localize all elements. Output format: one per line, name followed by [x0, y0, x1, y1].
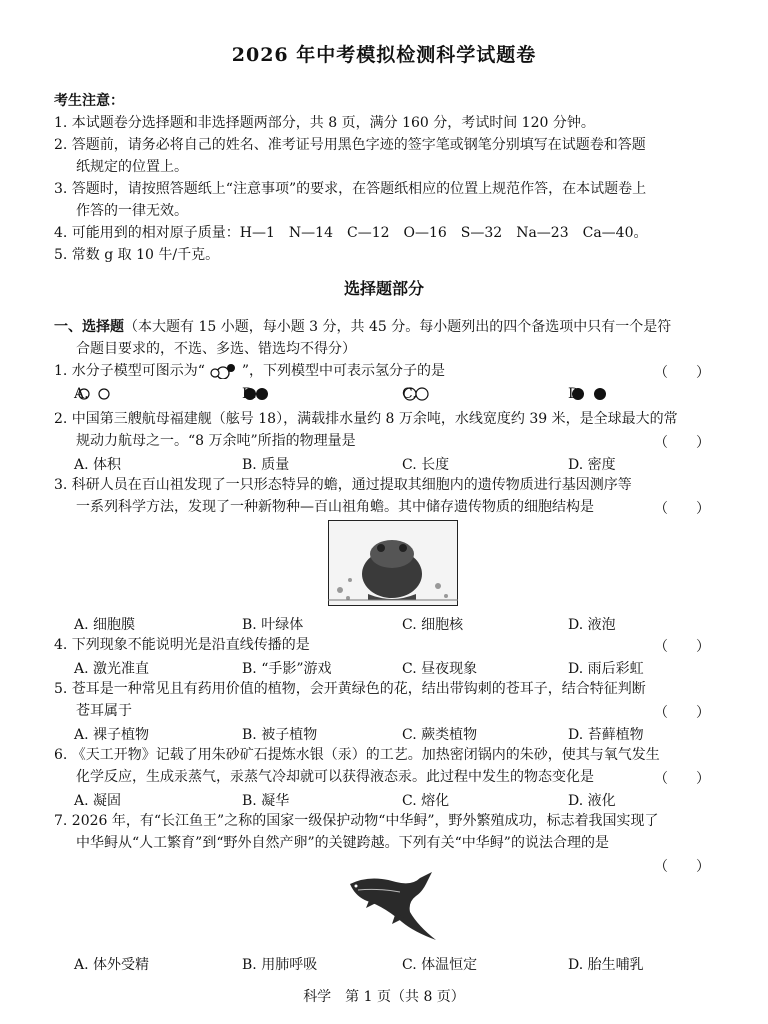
q1-options — [74, 386, 714, 404]
q7-options — [74, 954, 714, 972]
notice-item-5: 5. 常数 g 取 10 牛/千克。 — [54, 247, 220, 263]
toad-photo — [328, 520, 458, 606]
page-footer: 科学 第 1 页（共 8 页） — [303, 989, 465, 1005]
q1-text-b: ”，下列模型中可表示氢分子的是 — [241, 363, 446, 379]
part-intro-line-2: 合题目要求的，不选、多选、错选均不得分） — [76, 341, 356, 357]
q5-line-1: 5. 苍耳是一种常见且有药用价值的植物，会开黄绿色的花，结出带钩刺的苍耳子，结合特征判断 — [54, 681, 646, 697]
q4-option-d[interactable]: D. 雨后彩虹 — [568, 661, 644, 677]
q2-line-2: 规动力航母之一。“8 万余吨”所指的物理量是 — [76, 433, 356, 449]
q3-option-d[interactable]: D. 液泡 — [568, 617, 616, 633]
q6-line-1: 6. 《天工开物》记载了用朱砂矿石提炼水银（汞）的工艺。加热密闭锅内的朱砂，使其与氧气发生 — [54, 747, 660, 763]
q1-option-c[interactable] — [402, 386, 432, 402]
exam-title: 2026 年中考模拟检测科学试题卷 — [231, 44, 537, 66]
q6-option-c[interactable]: C. 熔化 — [402, 793, 450, 809]
q1-answer-paren: （ ） — [654, 365, 710, 381]
q6-options — [74, 790, 714, 808]
q6-option-b[interactable]: B. 凝华 — [242, 793, 290, 809]
q3-line-1: 3. 科研人员在百山祖发现了一只形态特异的蟾，通过提取其细胞内的遗传物质进行基因测序等 — [54, 477, 632, 493]
water-molecule-icon — [209, 363, 237, 379]
q1-option-c-label: C. — [402, 386, 417, 402]
q6-option-d[interactable]: D. 液化 — [568, 793, 616, 809]
q5-option-b[interactable]: B. 被子植物 — [242, 727, 318, 743]
q1-option-a-label: A. — [74, 386, 89, 402]
q3-line-2: 一系列科学方法，发现了一种新物种—百山祖角蟾。其中储存遗传物质的细胞结构是 — [76, 499, 594, 515]
q1-text-a: 1. 水分子模型可图示为“ — [54, 363, 205, 379]
q7-answer-paren: （ ） — [654, 859, 710, 875]
q7-line-2: 中华鲟从“人工繁育”到“野外自然产卵”的关键跨越。下列有关“中华鲟”的说法合理的是 — [76, 835, 609, 851]
q4-answer-paren: （ ） — [654, 639, 710, 655]
q3-options — [74, 614, 714, 632]
q7-line-1: 7. 2026 年，有“长江鱼王”之称的国家一级保护动物“中华鲟”，野外繁殖成功，标志着我国实现了 — [54, 813, 659, 829]
notice-item-3: 3. 答题时，请按照答题纸上“注意事项”的要求，在答题纸相应的位置上规范作答，在本试题卷上 — [54, 181, 647, 197]
notice-item-2-cont: 纸规定的位置上。 — [76, 159, 188, 175]
q2-options — [74, 454, 714, 472]
q4-option-b[interactable]: B. “手影”游戏 — [242, 661, 332, 677]
notice-heading: 考生注意： — [54, 93, 124, 109]
q5-option-d[interactable]: D. 苔藓植物 — [568, 727, 644, 743]
q2-line-1: 2. 中国第三艘航母福建舰（舷号 18），满载排水量约 8 万余吨，水线宽度约 39 米，是全球最大的常 — [54, 411, 678, 427]
part-intro-line-1 — [54, 318, 722, 336]
notice-item-4: 4. 可能用到的相对原子质量：H—1 N—14 C—12 O—16 S—32 Na—23 Ca—40。 — [54, 225, 648, 241]
q4-options — [74, 658, 714, 676]
notice-item-1: 1. 本试题卷分选择题和非选择题两部分，共 8 页，满分 160 分，考试时间 120 分钟。 — [54, 115, 595, 131]
q1-option-d[interactable] — [568, 386, 612, 402]
q4-line-1: 4. 下列现象不能说明光是沿直线传播的是 — [54, 637, 310, 653]
section-title: 选择题部分 — [343, 279, 424, 298]
q7-option-a[interactable]: A. 体外受精 — [74, 957, 150, 973]
q2-option-a[interactable]: A. 体积 — [74, 457, 122, 473]
q3-option-b[interactable]: B. 叶绿体 — [242, 617, 304, 633]
notice-item-2: 2. 答题前，请务必将自己的姓名、准考证号用黑色字迹的签字笔或钢笔分别填写在试题卷和答题 — [54, 137, 646, 153]
sturgeon-illustration — [340, 868, 440, 946]
q3-option-c[interactable]: C. 细胞核 — [402, 617, 464, 633]
q7-option-d[interactable]: D. 胎生哺乳 — [568, 957, 644, 973]
q2-option-c[interactable]: C. 长度 — [402, 457, 450, 473]
q2-answer-paren: （ ） — [654, 435, 710, 451]
q1-option-b[interactable] — [242, 386, 272, 402]
q5-options — [74, 724, 714, 742]
q7-option-b[interactable]: B. 用肺呼吸 — [242, 957, 318, 973]
q1-option-a[interactable] — [74, 386, 114, 402]
part-intro-text: （本大题有 15 小题，每小题 3 分，共 45 分。每小题列出的四个备选项中只有一个是符 — [124, 319, 672, 335]
q4-option-a[interactable]: A. 激光准直 — [74, 661, 150, 677]
part-label: 一、选择题 — [54, 319, 124, 335]
q1-option-b-label: B. — [242, 386, 257, 402]
q6-option-a[interactable]: A. 凝固 — [74, 793, 122, 809]
q6-answer-paren: （ ） — [654, 771, 710, 787]
q5-answer-paren: （ ） — [654, 705, 710, 721]
q2-option-b[interactable]: B. 质量 — [242, 457, 290, 473]
q1-option-d-label: D. — [568, 386, 584, 402]
q7-option-c[interactable]: C. 体温恒定 — [402, 957, 478, 973]
q5-option-a[interactable]: A. 裸子植物 — [74, 727, 150, 743]
question-1 — [54, 362, 722, 380]
q2-option-d[interactable]: D. 密度 — [568, 457, 616, 473]
notice-item-3-cont: 作答的一律无效。 — [76, 203, 188, 219]
q4-option-c[interactable]: C. 昼夜现象 — [402, 661, 478, 677]
q3-answer-paren: （ ） — [654, 501, 710, 517]
q6-line-2: 化学反应，生成汞蒸气，汞蒸气冷却就可以获得液态汞。此过程中发生的物态变化是 — [76, 769, 594, 785]
q5-option-c[interactable]: C. 蕨类植物 — [402, 727, 478, 743]
q5-line-2: 苍耳属于 — [76, 703, 132, 719]
q3-option-a[interactable]: A. 细胞膜 — [74, 617, 136, 633]
